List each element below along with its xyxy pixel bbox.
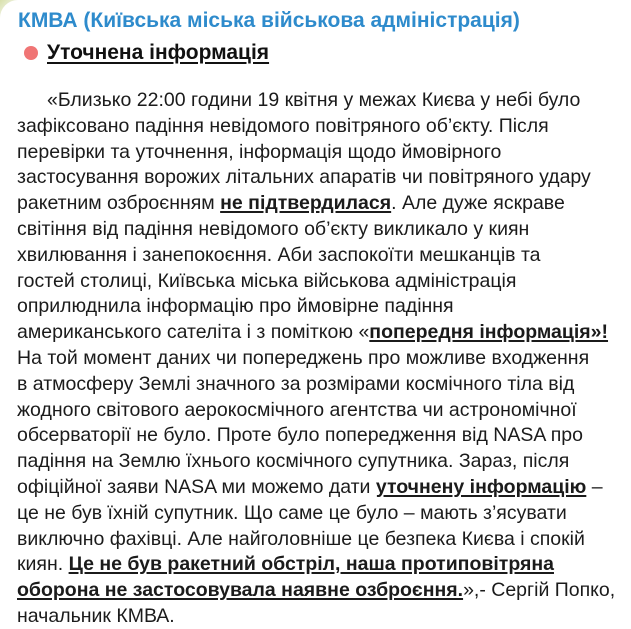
red-dot-icon (24, 46, 38, 60)
message-line: «Близько 22:00 години 19 квітня у межах Києва у небі було (47, 89, 581, 111)
message-line: це не був їхній супутник. Що саме це було – мають з’ясувати (17, 501, 567, 524)
message-line: застосування ворожих літальних апаратів чи повітряного удару (17, 166, 591, 189)
message-line: в атмосферу Землі значного за розмірами космічного тіла від (17, 372, 575, 395)
message-line: начальник КМВА. (17, 604, 175, 627)
headline-row (24, 40, 631, 66)
message-text (17, 88, 631, 629)
channel-name[interactable]: КМВА (Київська міська військова адміністрація) (18, 9, 520, 32)
message-line: хвилювання і занепокоєння. Аби заспокоїти мешканців та (17, 243, 541, 266)
message-line: На той момент даних чи попереджень про можливе входження (17, 346, 590, 369)
message-line: оприлюднила інформацію про ймовірне падіння (17, 295, 454, 318)
message-line: офіційної заяви NASA ми можемо дати уточнену інформацію – (17, 475, 603, 498)
message-line: ракетним озброєнням не підтвердилася. Але дуже яскраве (17, 192, 565, 215)
message-line: виключно фахівці. Але найголовніше це безпека Києва і спокій (17, 527, 585, 550)
message-line: перевірки та уточнення, інформація щодо ймовірного (17, 140, 502, 163)
message-line: зафіксовано падіння невідомого повітряного об’єкту. Після (17, 114, 549, 137)
message-line: падіння на Землю їхнього космічного супутника. Зараз, після (17, 450, 570, 473)
headline-text: Уточнена інформація (47, 41, 270, 64)
message-line: киян. Це не був ракетний обстріл, наша протиповітряна (17, 553, 554, 576)
message-line: гостей столиці, Київська міська військова адміністрація (17, 269, 517, 292)
message-line: американського сателіта і з поміткою «попередня інформація»! (17, 321, 609, 344)
message-line: жодного світового аерокосмічного агентства чи астрономічної (17, 398, 577, 421)
message-line: обсерваторії не було. Проте було попередження від NASA про (17, 424, 583, 447)
message-line: оборона не застосовувала наявне озброєння.»,- Сергій Попко, (17, 579, 616, 602)
message-line: світіння від падіння невідомого об’єкту викликало у киян (17, 217, 530, 240)
